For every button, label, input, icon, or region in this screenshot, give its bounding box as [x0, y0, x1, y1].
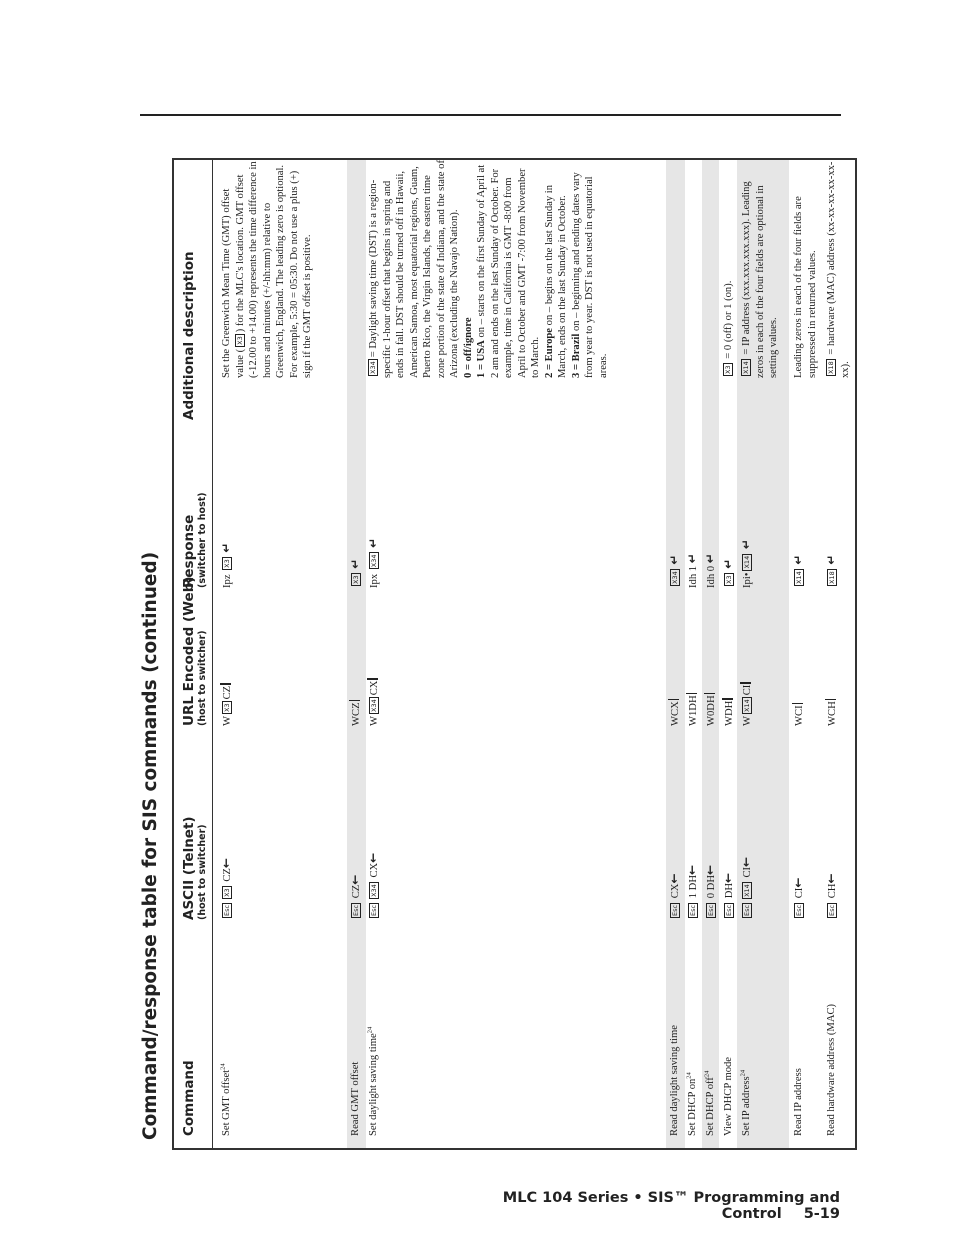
x34-variable-icon: X34 — [370, 884, 378, 897]
x3-variable-icon: X3 — [223, 559, 231, 568]
x18-variable-icon: X18 — [827, 361, 835, 374]
return-arrow-icon: ↵ — [366, 537, 380, 548]
return-arrow-icon: ↵ — [685, 553, 699, 564]
enter-arrow-icon: ← — [791, 877, 805, 888]
ascii-set-dhcp-off: Esc 0 DH← — [703, 864, 717, 916]
response-read-mac-address — [825, 555, 840, 588]
enter-arrow-icon: ← — [348, 874, 362, 885]
page-number: 5-19 — [803, 1206, 840, 1222]
response-set-dst: Ipx X34 ↵ — [366, 537, 380, 588]
response-set-gmt-offset: Ipz X3 ↵ — [219, 542, 233, 588]
x34-variable-icon: X34 — [370, 554, 378, 568]
pipe-icon — [704, 693, 715, 695]
ascii-set-ip-address: EscX14 CI← — [739, 856, 753, 916]
esc-key-icon: Esc — [743, 904, 751, 916]
esc-key-icon: Esc — [370, 904, 378, 916]
ascii-read-gmt-offset: Esc CZ← — [348, 874, 362, 916]
x14-variable-icon: X14 — [795, 571, 803, 584]
esc-key-icon: Esc — [707, 904, 715, 916]
return-arrow-icon: ↵ — [721, 558, 735, 569]
pipe-icon — [686, 693, 697, 695]
ascii-view-dhcp-mode: Esc DH← — [721, 872, 735, 916]
ascii-set-dhcp-on: Esc 1 DH← — [685, 864, 699, 916]
command-set-dst: Set daylight saving time$^{24}$ — [366, 1026, 379, 1136]
ascii-set-dst: EscX34 CX← — [366, 852, 380, 916]
description-read-ip-address: Leading zeros in each of the four fields are suppressed in returned values. — [793, 196, 818, 378]
pipe-icon — [792, 703, 803, 705]
esc-key-icon: Esc — [828, 904, 836, 916]
ascii-read-ip-address: Esc CI← — [791, 877, 805, 916]
esc-key-icon: Esc — [795, 904, 803, 916]
ascii-set-gmt-offset: EscX3 CZ← — [219, 858, 233, 916]
response-view-dhcp-mode — [722, 559, 737, 588]
url-set-dhcp-off: W0DH — [704, 693, 719, 726]
x34-variable-icon: X34 — [671, 571, 679, 584]
pipe-icon — [825, 699, 836, 701]
table-title: Command/response table for SIS commands (continued) — [140, 551, 161, 1140]
page-footer — [440, 1190, 840, 1222]
url-view-dhcp-mode: WDH — [722, 698, 737, 726]
command-read-gmt-offset: Read GMT offset — [350, 1061, 361, 1136]
response-read-gmt-offset — [349, 559, 364, 588]
x34-variable-icon: X34 — [370, 699, 378, 712]
pipe-icon — [740, 682, 751, 684]
esc-key-icon: Esc — [223, 904, 231, 916]
ascii-read-mac-address: Esc CH← — [824, 873, 838, 916]
command-set-dhcp-off: Set DHCP off$^{24}$ — [703, 1070, 716, 1136]
table-content — [174, 160, 857, 1148]
return-arrow-icon: ↵ — [219, 542, 233, 553]
response-set-dhcp-on: Idh 1 ↵ — [685, 553, 699, 588]
return-arrow-icon: ↵ — [739, 539, 753, 550]
x14-variable-icon: X14 — [743, 884, 751, 897]
return-arrow-icon: ↵ — [791, 554, 805, 565]
column-header-url: URL Encoded (Web) (host to switcher) — [181, 576, 208, 726]
esc-key-icon: Esc — [689, 904, 697, 916]
enter-arrow-icon: ← — [219, 858, 233, 869]
response-read-dst — [668, 555, 683, 588]
esc-key-icon: Esc — [352, 904, 360, 916]
column-header-response: Response (switcher to host) — [181, 492, 208, 588]
x14-variable-icon: X14 — [742, 361, 750, 374]
url-set-ip-address: WX14CI — [740, 682, 755, 726]
esc-key-icon: Esc — [725, 904, 733, 916]
description-view-dhcp-mode: X3 = 0 (off) or 1 (on). — [723, 280, 734, 374]
description-read-mac-address: X18 = hardware (MAC) address (xx-xx-xx-xx-xx-xx). — [826, 161, 851, 378]
return-arrow-icon: ↵ — [348, 558, 362, 569]
x3-variable-icon: X3 — [725, 575, 733, 584]
enter-arrow-icon: ← — [685, 864, 699, 876]
enter-arrow-icon: ← — [366, 852, 380, 863]
x3-variable-icon: X3 — [235, 336, 244, 345]
x34-variable-icon: X34 — [369, 361, 377, 374]
description-set-ip-address: X14 = IP address (xxx.xxx.xxx.xxx). Leading zeros in each of the four fields are optional in setting values. — [741, 181, 779, 378]
command-view-dhcp-mode: View DHCP mode — [723, 1056, 734, 1136]
command-read-mac-address: Read hardware address (MAC) — [826, 1003, 837, 1136]
pipe-icon — [220, 683, 231, 685]
url-read-gmt-offset: WCZ — [349, 700, 364, 726]
x3-variable-icon: X3 — [724, 365, 732, 374]
command-set-dhcp-on: Set DHCP $on^{24}$ — [685, 1072, 698, 1136]
pipe-icon — [367, 678, 378, 680]
enter-arrow-icon: ← — [667, 873, 681, 884]
header-divider — [212, 160, 213, 1148]
url-set-dst: WX34CX — [367, 678, 382, 726]
description-set-gmt-offset: Set the Greenwich Mean Time (GMT) offset value (X3) for the MLC's location. GMT offset (-12.00 to +14.00) represents the time difference in hours and minutes (+/-hh:mm) relative to Greenwich, England. The leading zero is optional. For example, 5:30 = 05:30. Do not use a plus (+) sign if the GMT offset is positive. — [221, 161, 313, 378]
url-read-dst: WCX — [668, 699, 683, 726]
enter-arrow-icon: ← — [703, 864, 717, 876]
url-read-ip-address: WCI — [792, 703, 807, 726]
enter-arrow-icon: ← — [824, 873, 838, 884]
pipe-icon — [722, 698, 733, 700]
x14-variable-icon: X14 — [743, 699, 751, 712]
return-arrow-icon: ↵ — [824, 554, 838, 565]
x14-variable-icon: X14 — [743, 555, 751, 569]
ascii-read-dst: Esc CX← — [667, 873, 681, 916]
command-set-gmt-offset: Set GMT offset$^{24}$ — [219, 1063, 232, 1136]
url-read-mac-address: WCH — [825, 699, 840, 726]
column-header-description: Additional description — [181, 251, 197, 420]
response-set-dhcp-off: Idh 0 ↵ — [703, 553, 717, 588]
command-read-dst: Read daylight saving time — [669, 1025, 680, 1136]
column-header-command: Command — [181, 1060, 197, 1136]
x18-variable-icon: X18 — [828, 571, 836, 584]
url-set-gmt-offset: WX3CZ — [220, 683, 235, 726]
command-read-ip-address: Read IP address — [793, 1068, 804, 1136]
response-set-ip-address: Ipi•X14 ↵ — [739, 539, 753, 588]
response-read-ip-address — [792, 555, 807, 588]
return-arrow-icon: ↵ — [703, 553, 717, 564]
url-set-dhcp-on: W1DH — [686, 693, 701, 726]
pipe-icon — [349, 700, 360, 702]
return-arrow-icon: ↵ — [667, 554, 681, 565]
x3-variable-icon: X3 — [223, 703, 231, 712]
x3-variable-icon: X3 — [223, 888, 231, 897]
footer-text: MLC 104 Series • SIS™ Programming and Control — [502, 1190, 840, 1222]
enter-arrow-icon: ← — [721, 872, 735, 883]
esc-key-icon: Esc — [671, 904, 679, 916]
header-rule — [140, 114, 841, 116]
enter-arrow-icon: ← — [739, 856, 753, 867]
description-set-dst: X34= Daylight saving time (DST) is a region-specific 1-hour offset that begins in spring and ends in fall. DST should be turned off in Hawaii, American Samoa, most equatorial regions, Guam, Puerto Rico, the Virgin Islands, the eastern time zone portion of the state of Indiana, and the state of Arizona (excluding the Navajo Nation). 0 = off/ignore 1 = USA on – starts on the first Sunday of April at 2 am and ends on the last Sunday of October. For example, time in California is GMT -8:00 from April to October and GMT -7:00 from November to March. 2 = Europe on – begins on the last Sunday in March, ends on the last Sunday in October. 3 = Brazil on – beginning and ending dates vary from year to year. DST is not used in equatorial areas. — [368, 160, 609, 378]
column-header-ascii: ASCII (Telnet) (host to switcher) — [181, 816, 208, 920]
x3-variable-icon: X3 — [352, 575, 360, 584]
pipe-icon — [668, 699, 679, 701]
command-set-ip-address: Set IP address$^{24}$ — [739, 1069, 752, 1136]
